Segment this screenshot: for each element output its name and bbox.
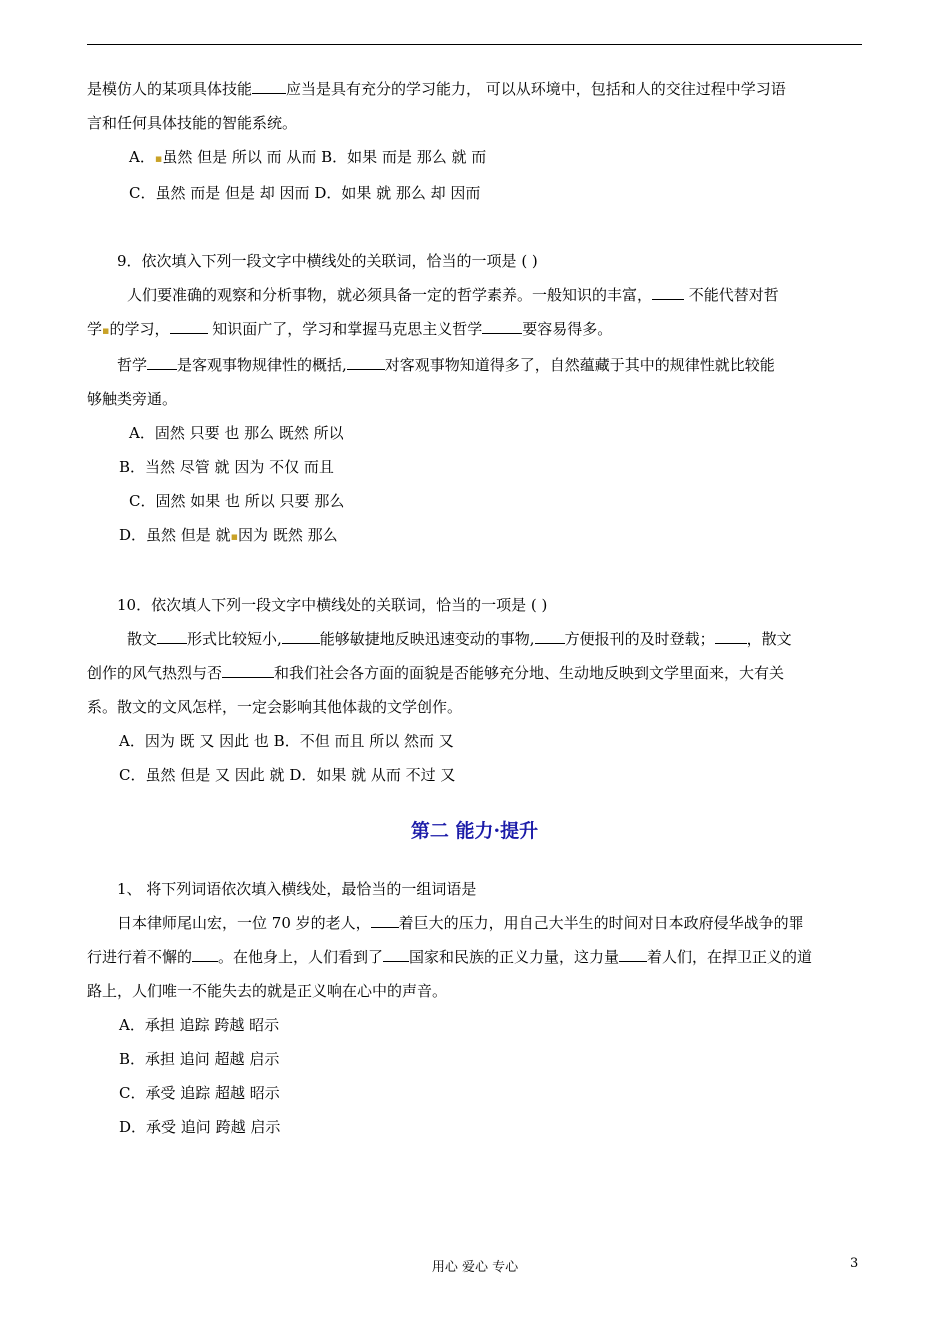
q10-text: 创作的风气热烈与否 [87, 664, 223, 682]
mark-dot: ▪ [102, 324, 110, 337]
q9-para-2 [87, 312, 862, 348]
q10-options-ab: A．因为 既 又 因此 也 B．不但 而且 所以 然而 又 [119, 732, 454, 750]
q8-line-1 [87, 72, 862, 106]
footer-motto: 用心 爱心 专心 [431, 1260, 519, 1275]
q10-para-2 [87, 656, 862, 690]
q9-stem: 9．依次填入下列一段文字中横线处的关联词，恰当的一项是 ( ) [117, 252, 538, 270]
q10-text: 和我们社会各方面的面貌是否能够充分地、生动地反映到文学里面来，大有关 [274, 664, 785, 682]
q10-options-cd: C．虽然 但是 又 因此 就 D．如果 就 从而 不过 又 [119, 766, 456, 784]
q9-text: 哲学 [117, 356, 148, 374]
q9-para-4: 够触类旁通。 [87, 390, 178, 408]
option-text: 虽然 但是 所以 而 从而 B．如果 而是 那么 就 而 [162, 148, 487, 166]
s2q1-text: 日本律师尾山宏，一位 70 岁的老人， [117, 914, 371, 932]
option-label: A． [129, 148, 155, 166]
s2q1-text: 行进行着不懈的 [87, 948, 193, 966]
q8-options-cd: C．虽然 而是 但是 却 因而 D．如果 就 那么 却 因而 [129, 184, 481, 202]
q9-para-3 [87, 348, 862, 382]
blank [619, 946, 647, 962]
blank [482, 318, 522, 334]
s2q1-option-a: A．承担 追踪 跨越 昭示 [119, 1016, 280, 1034]
blank [222, 662, 274, 678]
document-body [87, 72, 862, 1144]
q8-options-ab [87, 140, 862, 176]
s2q1-para-1 [87, 906, 862, 940]
s2q1-stem: 1、 将下列词语依次填入横线处，最恰当的一组词语是 [117, 880, 477, 898]
s2q1-text: 着巨大的压力，用自己大半生的时间对日本政府侵华战争的罪 [398, 914, 804, 932]
option-text: 因为 既然 那么 [238, 526, 338, 544]
option-text: D．虽然 但是 就 [119, 526, 231, 544]
q10-text: 形式比较短小, [187, 630, 282, 648]
q9-text: 对客观事物知道得多了，自然蕴藏于其中的规律性就比较能 [384, 356, 775, 374]
q9-text: 的学习， [109, 320, 170, 338]
s2q1-text: 着人们，在捍卫正义的道 [647, 948, 813, 966]
blank [347, 354, 385, 370]
q10-stem: 10．依次填人下列一段文字中横线处的关联词，恰当的一项是 ( ) [117, 596, 548, 614]
s2q1-option-d: D．承受 追问 跨越 启示 [119, 1118, 281, 1136]
q9-option-a: A．固然 只要 也 那么 既然 所以 [129, 424, 344, 442]
s2q1-option-b: B．承担 追问 超越 启示 [119, 1050, 280, 1068]
q9-text: 不能代替对哲 [684, 286, 779, 304]
section-title: 第二 能力·提升 [410, 820, 539, 842]
q10-text: 能够敏捷地反映迅速变动的事物, [319, 630, 535, 648]
q9-text: 学 [87, 320, 103, 338]
s2q1-text: 。在他身上，人们看到了 [218, 948, 384, 966]
blank [147, 354, 177, 370]
s2q1-para-3: 路上，人们唯一不能失去的就是正义响在心中的声音。 [87, 982, 448, 1000]
q8-text: 应当是具有充分的学习能力， 可以从环境中，包括和人的交往过程中学习语 [286, 80, 786, 98]
q10-text: 方便报刊的及时登载； [564, 630, 715, 648]
q8-text: 是模仿人的某项具体技能 [87, 80, 253, 98]
q9-option-c: C．固然 如果 也 所以 只要 那么 [129, 492, 345, 510]
blank [652, 284, 684, 300]
q9-option-d [87, 518, 862, 554]
q9-option-b: B．当然 尽管 就 因为 不仅 而且 [119, 458, 334, 476]
blank [715, 628, 747, 644]
q10-para-1 [87, 622, 862, 656]
mark-dot: ▪ [230, 530, 239, 543]
blank [170, 318, 208, 334]
q9-text: 人们要准确的观察和分析事物，就必须具备一定的哲学素养。一般知识的丰富， [127, 286, 653, 304]
q10-text: 散文 [127, 630, 158, 648]
blank [371, 912, 399, 928]
page-number: 3 [850, 1256, 859, 1271]
blank [535, 628, 565, 644]
s2q1-para-2 [87, 940, 862, 974]
blank [252, 78, 286, 94]
q9-text: 知识面广了，学习和掌握马克思主义哲学 [207, 320, 483, 338]
blank [383, 946, 409, 962]
q10-text: ，散文 [746, 630, 792, 648]
blank [157, 628, 187, 644]
header-rule [87, 44, 862, 45]
q8-line-2: 言和任何具体技能的智能系统。 [87, 114, 298, 132]
s2q1-option-c: C．承受 追踪 超越 昭示 [119, 1084, 280, 1102]
q10-para-3: 系。散文的文风怎样，一定会影响其他体裁的文学创作。 [87, 698, 463, 716]
blank [192, 946, 218, 962]
mark-dot: ▪ [154, 152, 163, 165]
q9-text: 要容易得多。 [522, 320, 613, 338]
blank [282, 628, 320, 644]
q9-para-1 [87, 278, 862, 312]
s2q1-text: 国家和民族的正义力量，这力量 [409, 948, 620, 966]
q9-text: 是客观事物规律性的概括, [177, 356, 347, 374]
